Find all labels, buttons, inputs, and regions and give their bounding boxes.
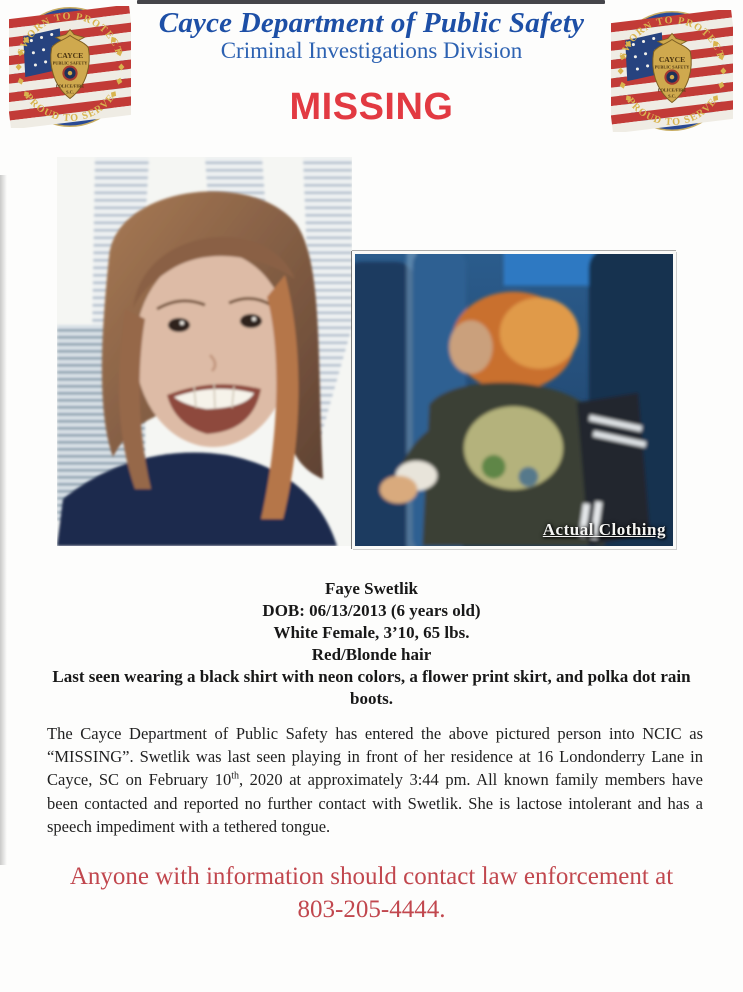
- scan-artifact-left-shadow: [0, 175, 7, 865]
- subject-details: [0, 578, 743, 710]
- subject-dob: DOB: 06/13/2013 (6 years old): [262, 601, 481, 620]
- division-subtitle: Criminal Investigations Division: [220, 38, 523, 63]
- missing-status-heading: MISSING: [289, 86, 454, 128]
- subject-last-seen: Last seen wearing a black shirt with neon colors, a flower print skirt, and polka dot rain boots.: [52, 667, 691, 708]
- subject-description: White Female, 3’10, 65 lbs.: [273, 623, 470, 642]
- subject-name: Faye Swetlik: [324, 579, 419, 598]
- contact-phone-number: 803-205-4444.: [297, 896, 446, 923]
- department-title: Cayce Department of Public Safety: [158, 7, 585, 39]
- contact-instruction: Anyone with information should contact law enforcement at: [69, 863, 674, 890]
- subject-hair: Red/Blonde hair: [311, 645, 432, 664]
- actual-clothing-label: Actual Clothing: [542, 520, 666, 539]
- photo-bus-actual-clothing: [352, 251, 676, 549]
- narrative-text-part-1: The Cayce Department of Public Safety has entered the above pictured person into NCIC as “MISSING”. Swetlik was last seen playing in front of her residence at 16 Londonderry Lane in Cayce, SC on February 10: [47, 724, 703, 790]
- ordinal-superscript: th: [231, 770, 240, 782]
- contact-callout: [0, 860, 743, 926]
- bus-interior-scene: [355, 254, 673, 546]
- narrative-text-part-2: , 2020 at approximately 3:44 pm. All known family members have been contacted and reported no further contact with Swetlik. She is lactose intolerant and has a speech impediment with a tethered tongue.: [47, 770, 703, 836]
- narrative-paragraph: [47, 722, 703, 838]
- photo-girl-selfie: [57, 157, 352, 546]
- scan-artifact-top-line: [137, 0, 605, 4]
